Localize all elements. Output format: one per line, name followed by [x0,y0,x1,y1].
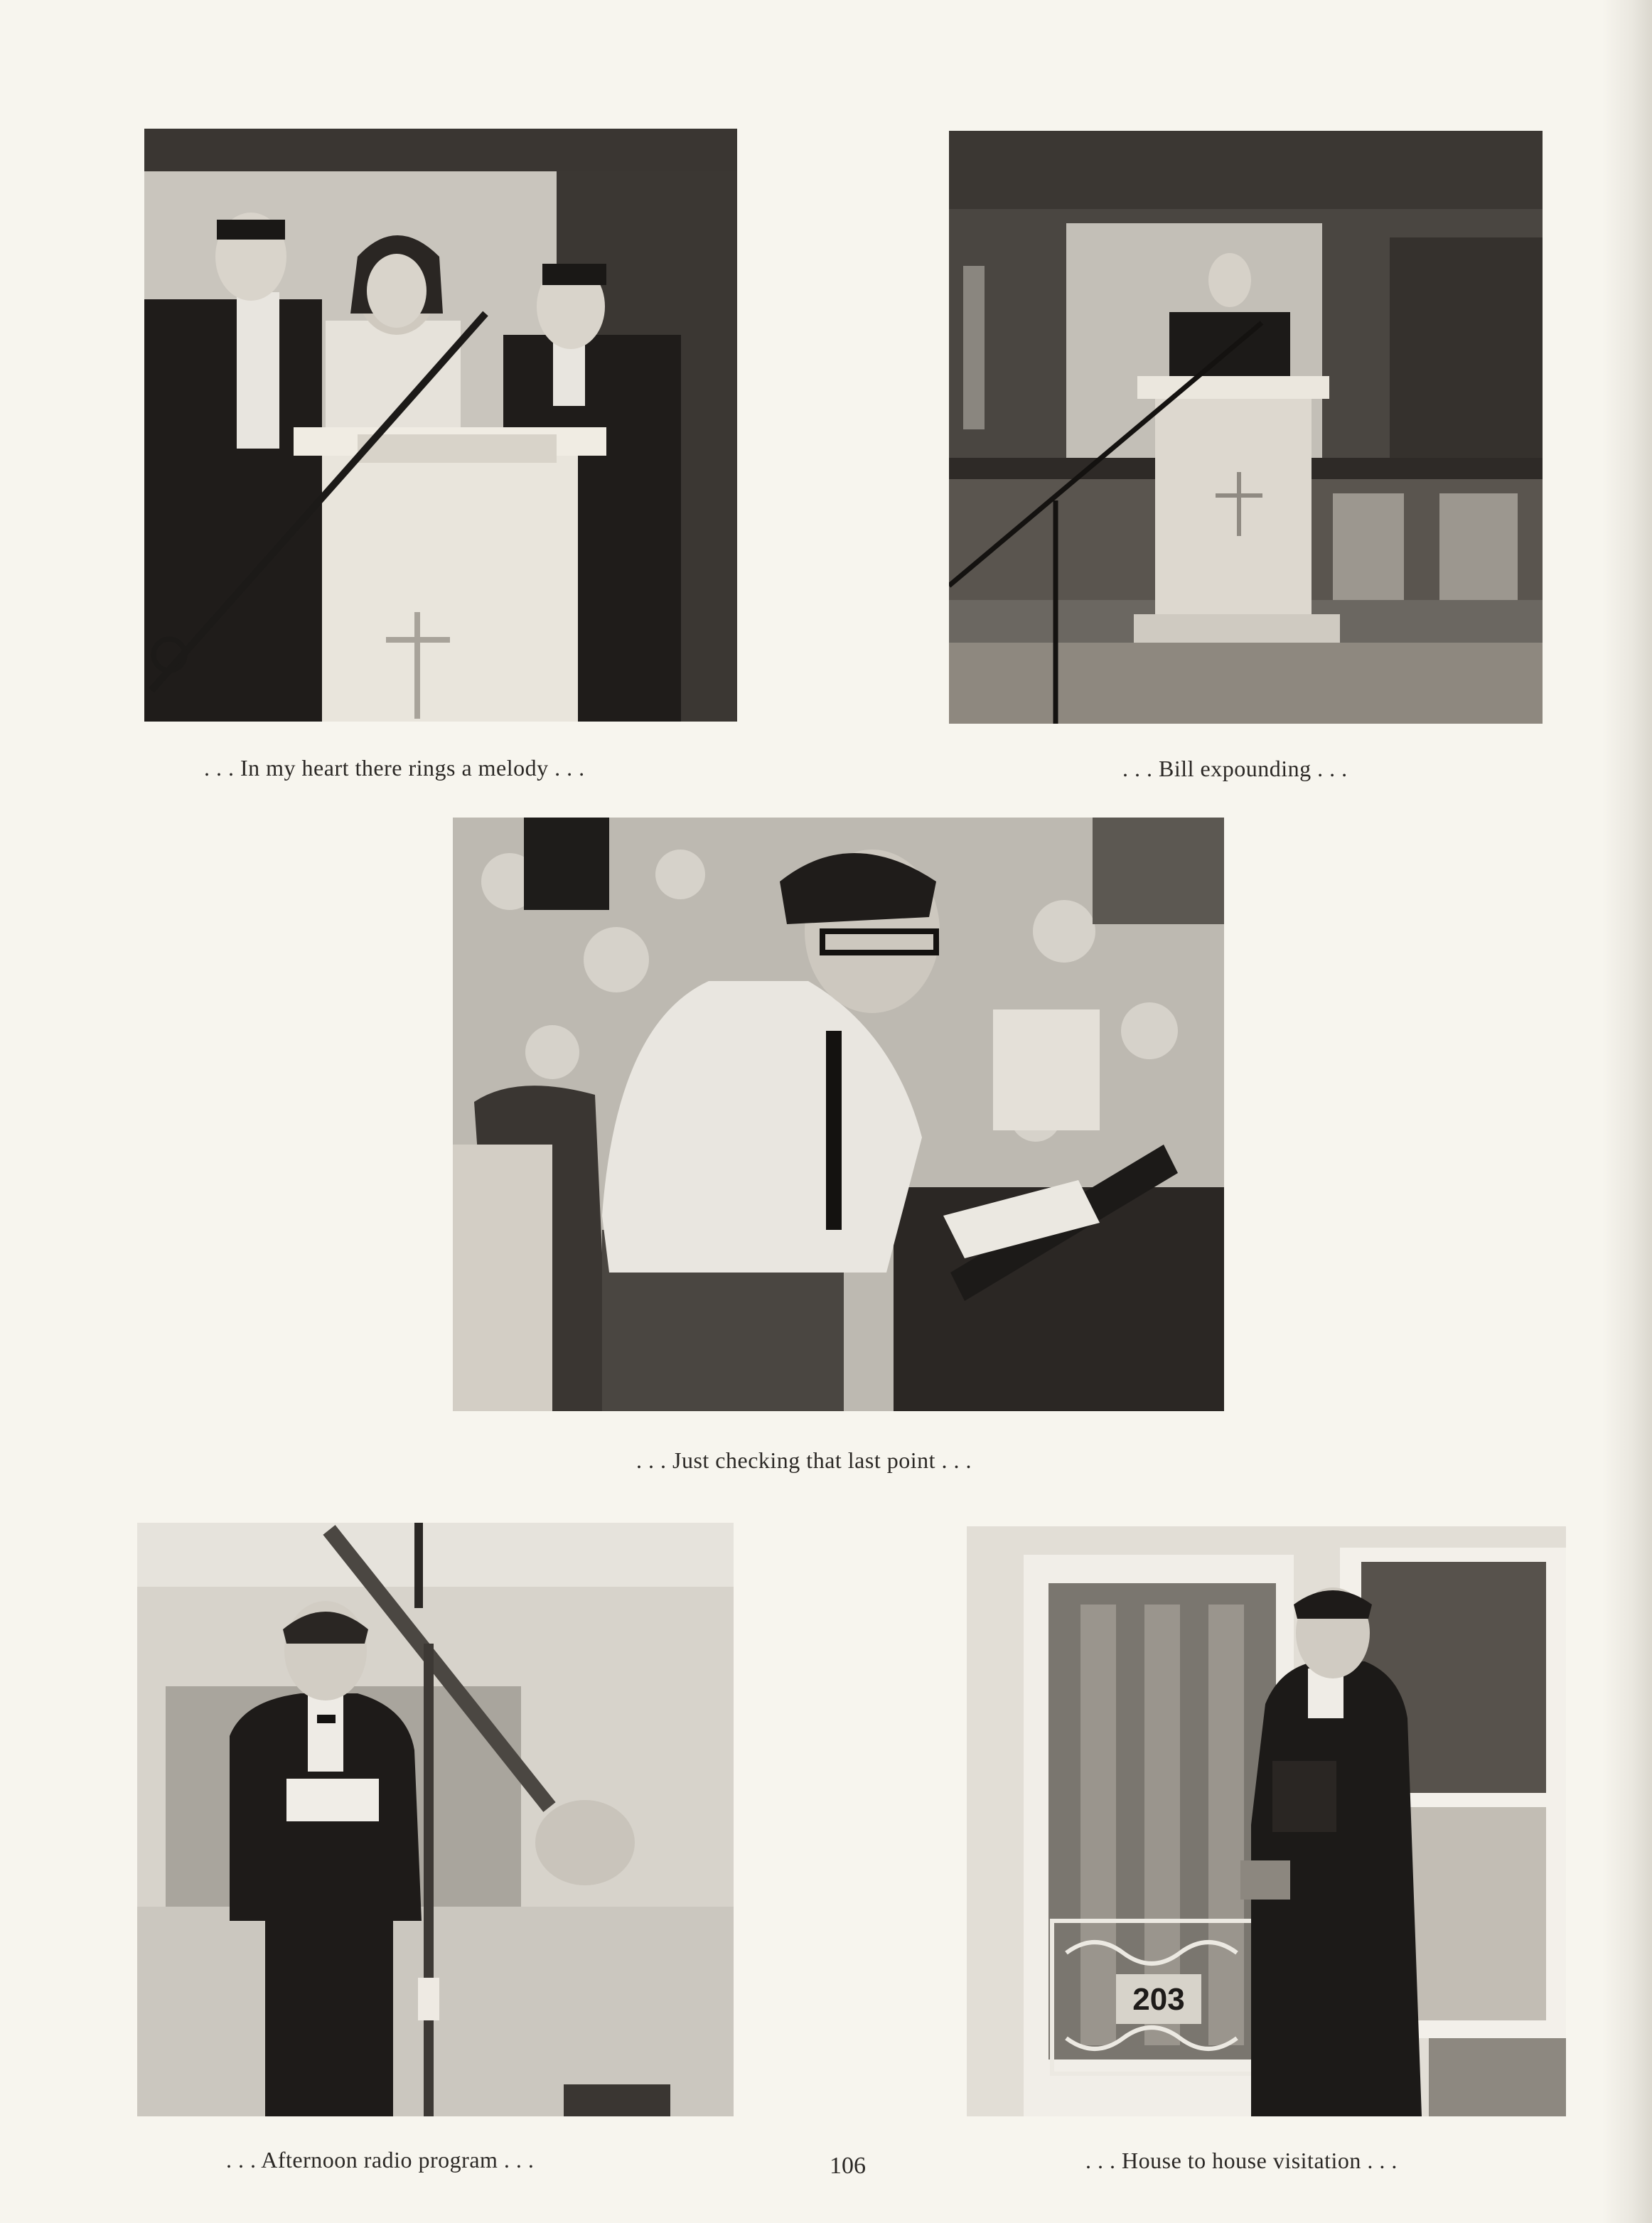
door-number: 203 [1132,1982,1185,2017]
photo-visitation [967,1526,1566,2116]
page-edge-shadow [1602,0,1652,2223]
caption-radio: . . . Afternoon radio program . . . [226,2147,535,2173]
caption-singers: . . . In my heart there rings a melody . . . [204,755,585,781]
caption-visitation: . . . House to house visitation . . . [1085,2148,1398,2173]
page-number: 106 [830,2153,866,2179]
photo-singers [144,129,737,722]
caption-pulpit: . . . Bill expounding . . . [1122,756,1348,781]
photo-reading [453,818,1224,1411]
photo-pulpit [949,131,1543,724]
photo-radio [137,1523,734,2116]
caption-reading: . . . Just checking that last point . . . [636,1447,972,1473]
